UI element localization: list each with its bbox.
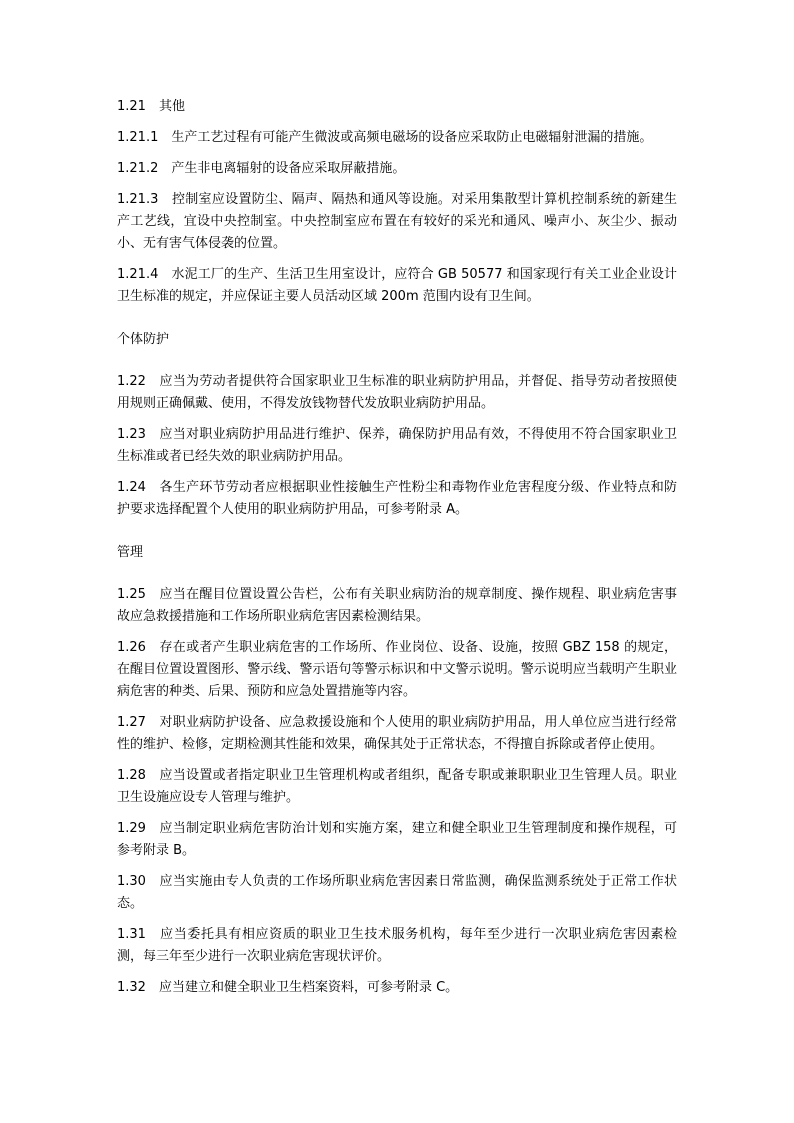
clause-1-23: 1.23 应当对职业病防护用品进行维护、保养，确保防护用品有效，不得使用不符合国家职业卫生标准或者已经失效的职业病防护用品。 [117, 427, 677, 464]
clause-1-26: 1.26 存在或者产生职业病危害的工作场所、作业岗位、设备、设施，按照 GBZ 158 的规定，在醒目位置设置图形、警示线、警示语句等警示标识和中文警示说明。警示说明应当载明产生职业病危害的种类、后果、预防和应急处置措施等内容。 [117, 640, 677, 699]
document-page [117, 96, 677, 1008]
clause-1-21-1: 1.21.1 生产工艺过程有可能产生微波或高频电磁场的设备应采取防止电磁辐射泄漏的措施。 [117, 130, 653, 145]
clause-1-28: 1.28 应当设置或者指定职业卫生管理机构或者组织，配备专职或兼职职业卫生管理人员。职业卫生设施应设专人管理与维护。 [117, 768, 677, 805]
clause-1-21-3: 1.21.3 控制室应设置防尘、隔声、隔热和通风等设施。对采用集散型计算机控制系统的新建生产工艺线，宜设中央控制室。中央控制室应布置在有较好的采光和通风、噪声小、灰尘少、振动小、无有害气体侵袭的位置。 [117, 192, 677, 251]
clause-1-30: 1.30 应当实施由专人负责的工作场所职业病危害因素日常监测，确保监测系统处于正常工作状态。 [117, 874, 677, 911]
clause-1-31: 1.31 应当委托具有相应资质的职业卫生技术服务机构，每年至少进行一次职业病危害因素检测，每三年至少进行一次职业病危害现状评价。 [117, 927, 677, 964]
clause-1-22: 1.22 应当为劳动者提供符合国家职业卫生标准的职业病防护用品，并督促、指导劳动者按照使用规则正确佩戴、使用，不得发放钱物替代发放职业病防护用品。 [117, 374, 677, 411]
section-title-personal-protection: 个体防护 [117, 332, 170, 347]
clause-1-25: 1.25 应当在醒目位置设置公告栏，公布有关职业病防治的规章制度、操作规程、职业病危害事故应急救援措施和工作场所职业病危害因素检测结果。 [117, 587, 677, 624]
clause-1-32: 1.32 应当建立和健全职业卫生档案资料，可参考附录 C。 [117, 980, 459, 995]
section-title-management: 管理 [117, 545, 144, 560]
clause-1-21-2: 1.21.2 产生非电离辐射的设备应采取屏蔽措施。 [117, 161, 406, 176]
clause-1-24: 1.24 各生产环节劳动者应根据职业性接触生产性粉尘和毒物作业危害程度分级、作业特点和防护要求选择配置个人使用的职业病防护用品，可参考附录 A。 [117, 480, 677, 517]
section-heading-other: 1.21 其他 [117, 99, 185, 114]
clause-1-21-4: 1.21.4 水泥工厂的生产、生活卫生用室设计，应符合 GB 50577 和国家现行有关工业企业设计卫生标准的规定，并应保证主要人员活动区域 200m 范围内设有卫生间。 [117, 267, 677, 304]
clause-1-29: 1.29 应当制定职业病危害防治计划和实施方案，建立和健全职业卫生管理制度和操作规程，可参考附录 B。 [117, 821, 677, 858]
clause-1-27: 1.27 对职业病防护设备、应急救援设施和个人使用的职业病防护用品，用人单位应当进行经常性的维护、检修，定期检测其性能和效果，确保其处于正常状态，不得擅自拆除或者停止使用。 [117, 715, 677, 752]
